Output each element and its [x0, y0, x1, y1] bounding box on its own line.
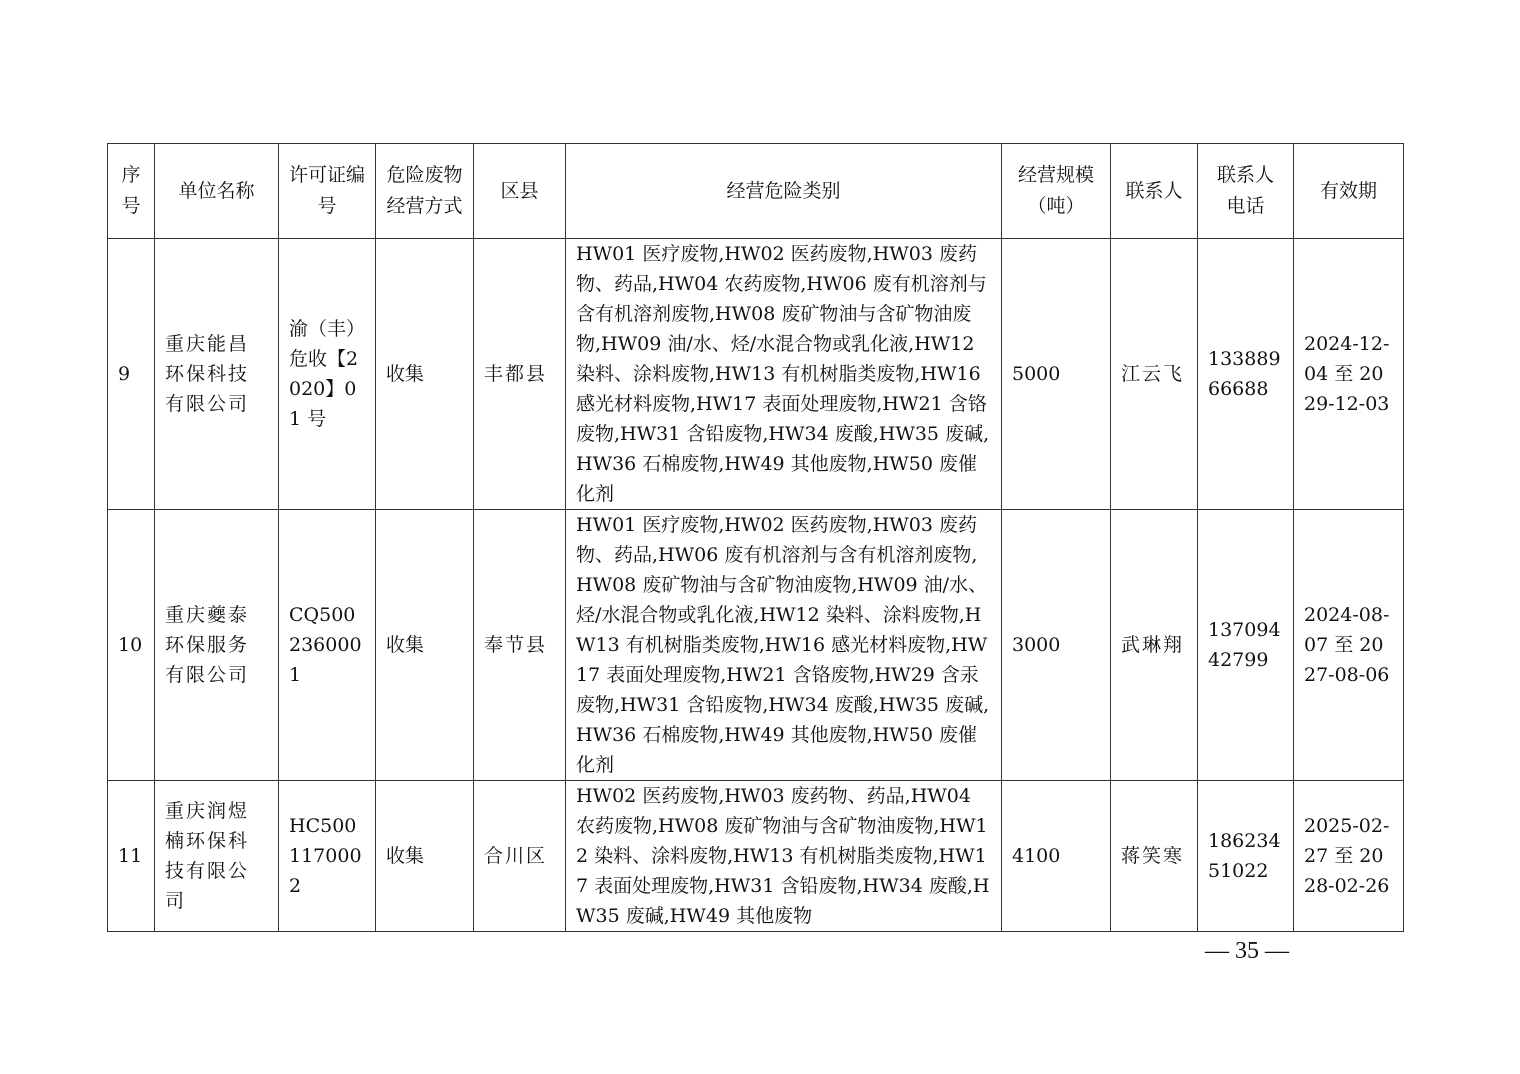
company-name: 重庆润煜楠环保科技有限公司: [155, 781, 279, 932]
table-row: [108, 239, 1404, 510]
row-number: 9: [108, 239, 155, 510]
scale-tons: 4100: [1002, 781, 1111, 932]
row-number: 11: [108, 781, 155, 932]
contact-phone: 18623451022: [1198, 781, 1294, 932]
permit-number: HC5001170002: [279, 781, 376, 932]
waste-categories: HW02 医药废物,HW03 废药物、药品,HW04 农药废物,HW08 废矿物油与含矿物油废物,HW12 染料、涂料废物,HW13 有机树脂类废物,HW17 表面处理废物,HW31 含铅废物,HW34 废酸,HW35 废碱,HW49 其他废物: [566, 781, 1002, 932]
company-name: 重庆能昌环保科技有限公司: [155, 239, 279, 510]
header-district: 区县: [474, 144, 566, 239]
scale-tons: 3000: [1002, 510, 1111, 781]
contact-phone: 13709442799: [1198, 510, 1294, 781]
header-scale: 经营规模（吨）: [1002, 144, 1111, 239]
table-row: [108, 510, 1404, 781]
header-name: 单位名称: [155, 144, 279, 239]
permit-number: CQ5002360001: [279, 510, 376, 781]
company-name: 重庆夔泰环保服务有限公司: [155, 510, 279, 781]
waste-categories: HW01 医疗废物,HW02 医药废物,HW03 废药物、药品,HW06 废有机溶剂与含有机溶剂废物,HW08 废矿物油与含矿物油废物,HW09 油/水、烃/水混合物或乳化液,HW12 染料、涂料废物,HW13 有机树脂类废物,HW16 感光材料废物,HW17 表面处理废物,HW21 含铬废物,HW29 含汞废物,HW31 含铅废物,HW34 废酸,HW35 废碱,HW36 石棉废物,HW49 其他废物,HW50 废催化剂: [566, 510, 1002, 781]
district: 奉节县: [474, 510, 566, 781]
contact-person: 蒋笑寒: [1111, 781, 1198, 932]
table-row: [108, 781, 1404, 932]
header-validity: 有效期: [1294, 144, 1404, 239]
operation-mode: 收集: [376, 781, 474, 932]
scale-tons: 5000: [1002, 239, 1111, 510]
permit-table: [107, 143, 1404, 932]
header-permit: 许可证编号: [279, 144, 376, 239]
contact-person: 武琳翔: [1111, 510, 1198, 781]
header-categories: 经营危险类别: [566, 144, 1002, 239]
header-phone: 联系人电话: [1198, 144, 1294, 239]
waste-categories: HW01 医疗废物,HW02 医药废物,HW03 废药物、药品,HW04 农药废物,HW06 废有机溶剂与含有机溶剂废物,HW08 废矿物油与含矿物油废物,HW09 油/水、烃/水混合物或乳化液,HW12 染料、涂料废物,HW13 有机树脂类废物,HW16 感光材料废物,HW17 表面处理废物,HW21 含铬废物,HW31 含铅废物,HW34 废酸,HW35 废碱,HW36 石棉废物,HW49 其他废物,HW50 废催化剂: [566, 239, 1002, 510]
operation-mode: 收集: [376, 510, 474, 781]
row-number: 10: [108, 510, 155, 781]
header-mode: 危险废物经营方式: [376, 144, 474, 239]
validity-period: 2025-02-27 至 2028-02-26: [1294, 781, 1404, 932]
validity-period: 2024-12-04 至 2029-12-03: [1294, 239, 1404, 510]
contact-person: 江云飞: [1111, 239, 1198, 510]
permit-number: 渝（丰）危收【2020】01 号: [279, 239, 376, 510]
operation-mode: 收集: [376, 239, 474, 510]
header-no: 序号: [108, 144, 155, 239]
page-number: — 35 —: [1205, 938, 1289, 964]
contact-phone: 13388966688: [1198, 239, 1294, 510]
validity-period: 2024-08-07 至 2027-08-06: [1294, 510, 1404, 781]
header-contact: 联系人: [1111, 144, 1198, 239]
district: 丰都县: [474, 239, 566, 510]
district: 合川区: [474, 781, 566, 932]
header-row: [108, 144, 1404, 239]
